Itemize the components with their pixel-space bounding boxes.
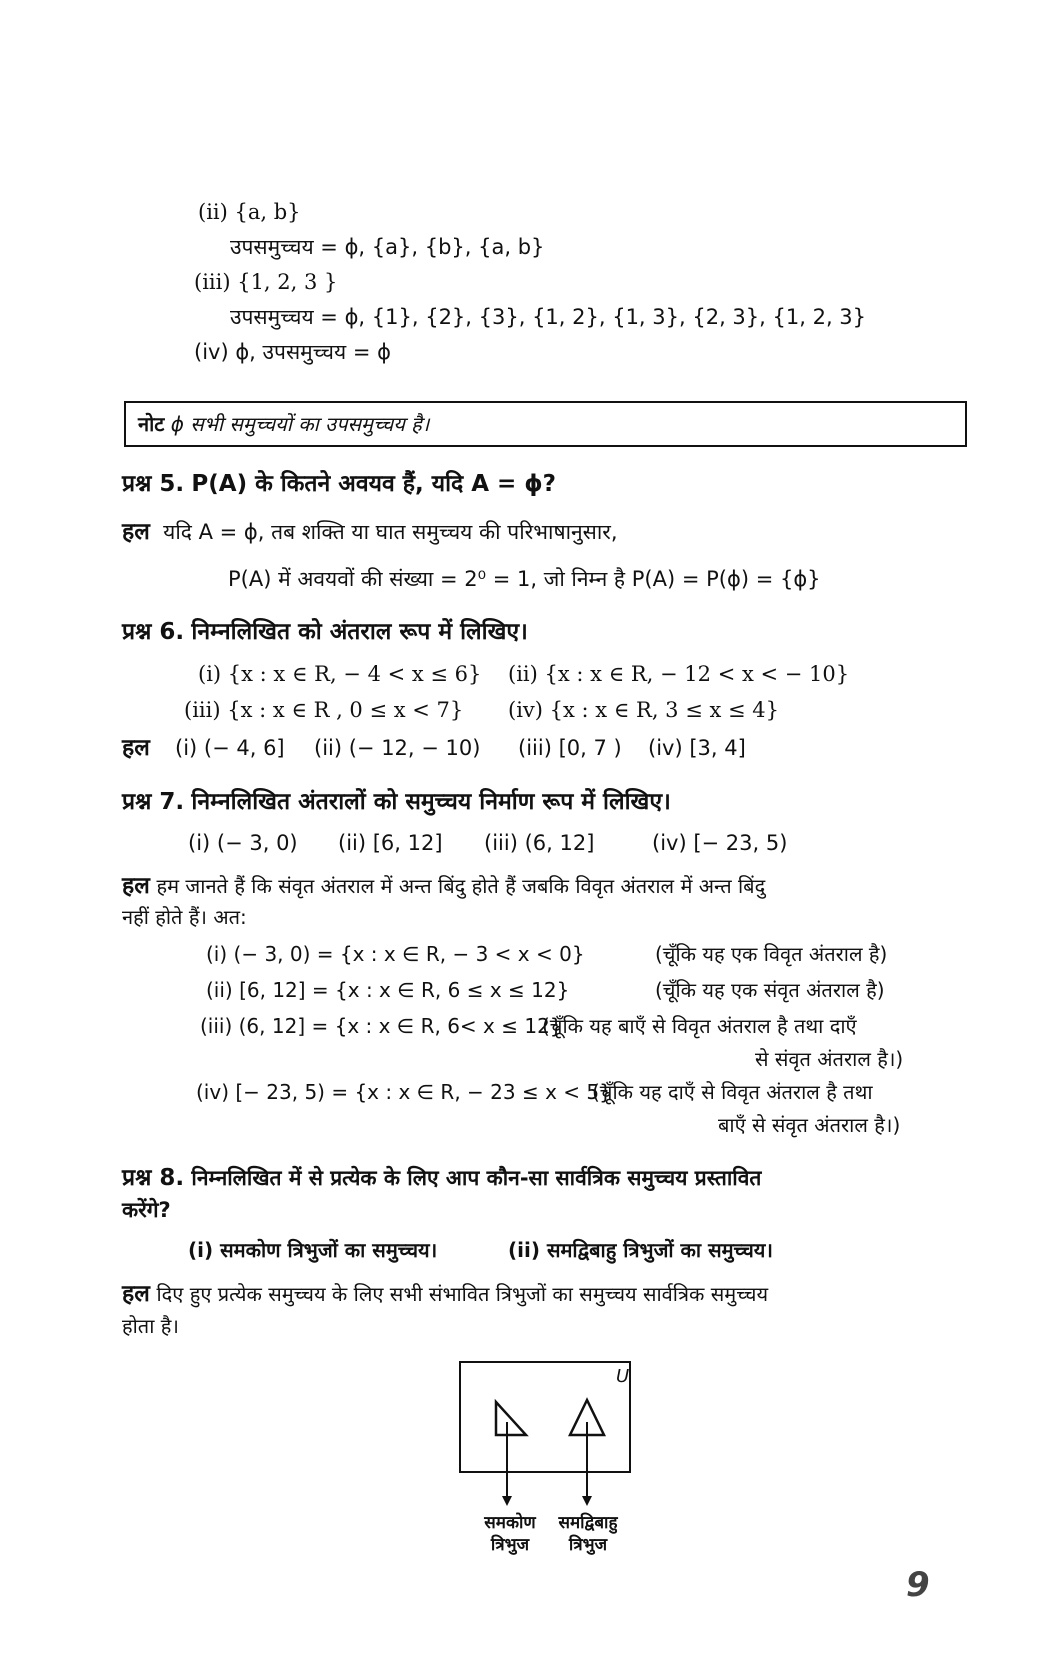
q7-solution-line1 [122, 872, 765, 900]
q6-answer-iii: (iii) [0, 7 ) [518, 736, 622, 760]
page-number: 9 [906, 1565, 930, 1605]
note-line [138, 410, 429, 438]
question-8 [122, 1164, 761, 1192]
universal-set-box [460, 1362, 630, 1472]
q7-note-iv: (चूँकि यह दाएँ से विवृत अंतराल है तथा [592, 1080, 873, 1104]
arrow-head-2 [582, 1496, 592, 1506]
q5-hal: हल [122, 519, 150, 545]
question-6-label: प्रश्न 6. [122, 619, 185, 645]
q7-result-i: (i) (− 3, 0) = {x : x ∈ R, − 3 < x < 0} [206, 942, 585, 966]
right-triangle-icon [496, 1402, 526, 1435]
note-label: नोट [138, 412, 165, 436]
isosceles-triangle-label-line2: त्रिभुज [568, 1535, 608, 1555]
q8-solution-line1 [122, 1280, 768, 1308]
q7-hal: हल [122, 873, 150, 899]
q8-solution-line2: होता है। [122, 1314, 179, 1338]
question-8-text: निम्नलिखित में से प्रत्येक के लिए आप कौन-सा सार्वत्रिक समुच्चय प्रस्तावित [191, 1166, 762, 1190]
subset-item-ii: (ii) {a, b} [198, 200, 301, 224]
subset-item-iii: (iii) {1, 2, 3 } [194, 270, 338, 294]
q6-part-iv: (iv) {x : x ∈ R, 3 ≤ x ≤ 4} [508, 698, 779, 722]
question-7-label: प्रश्न 7. [122, 789, 185, 815]
q7-solution-line2: नहीं होते हैं। अत: [122, 905, 247, 929]
question-8-text-cont: करेंगे? [122, 1198, 171, 1222]
q8-part-ii: (ii) समद्विबाहु त्रिभुजों का समुच्चय। [508, 1238, 773, 1262]
q7-note-i: (चूँकि यह एक विवृत अंतराल है) [655, 942, 888, 966]
q7-solution-text1: हम जानते हैं कि संवृत अंतराल में अन्त बिंदु होते हैं जबकि विवृत अंतराल में अन्त बिंदु [156, 874, 766, 898]
venn-diagram [440, 1360, 640, 1510]
question-5-text: P(A) के कितने अवयव हैं, यदि A = ϕ? [191, 471, 556, 497]
arrow-head-1 [502, 1496, 512, 1506]
q6-hal: हल [122, 735, 150, 761]
subset-result-ii: उपसमुच्चय = ϕ, {a}, {b}, {a, b} [230, 235, 545, 259]
q7-result-iv: (iv) [− 23, 5) = {x : x ∈ R, − 23 ≤ x < 5} [196, 1080, 612, 1104]
q5-solution-text1: यदि A = ϕ, तब शक्ति या घात समुच्चय की परिभाषानुसार, [163, 520, 618, 544]
q8-part-i: (i) समकोण त्रिभुजों का समुच्चय। [188, 1238, 438, 1262]
q7-part-i: (i) (− 3, 0) [188, 831, 298, 855]
q8-solution-text1: दिए हुए प्रत्येक समुच्चय के लिए सभी संभावित त्रिभुजों का समुच्चय सार्वत्रिक समुच्चय [156, 1282, 769, 1306]
universal-set-label: U [616, 1366, 630, 1387]
q7-note-iii-cont: से संवृत अंतराल है।) [755, 1047, 904, 1071]
q7-part-iv: (iv) [− 23, 5) [652, 831, 788, 855]
question-8-label: प्रश्न 8. [122, 1165, 185, 1191]
q8-hal: हल [122, 1281, 150, 1307]
q7-result-iii: (iii) (6, 12] = {x : x ∈ R, 6< x ≤ 12} [200, 1014, 563, 1038]
question-6-text: निम्नलिखित को अंतराल रूप में लिखिए। [191, 619, 528, 645]
q6-part-iii: (iii) {x : x ∈ R , 0 ≤ x < 7} [184, 698, 464, 722]
note-box [124, 401, 967, 447]
question-7-text: निम्नलिखित अंतरालों को समुच्चय निर्माण रूप में लिखिए। [191, 789, 671, 815]
q6-part-ii: (ii) {x : x ∈ R, − 12 < x < − 10} [508, 662, 850, 686]
right-triangle-label-line1: समकोण [484, 1513, 536, 1533]
q6-part-i: (i) {x : x ∈ R, − 4 < x ≤ 6} [198, 662, 482, 686]
q6-answer-ii: (ii) (− 12, − 10) [314, 736, 481, 760]
q5-solution-line2: P(A) में अवयवों की संख्या = 2⁰ = 1, जो निम्न है P(A) = P(ϕ) = {ϕ} [228, 567, 821, 591]
q7-note-iv-cont: बाएँ से संवृत अंतराल है।) [718, 1113, 901, 1137]
q6-solution [122, 734, 150, 762]
question-5 [122, 470, 556, 498]
q7-note-iii: (चूँकि यह बाएँ से विवृत अंतराल है तथा दाएँ [542, 1014, 857, 1038]
q6-answer-i: (i) (− 4, 6] [175, 736, 285, 760]
note-text: ϕ सभी समुच्चयों का उपसमुच्चय है। [170, 412, 430, 436]
right-triangle-label-line2: त्रिभुज [490, 1535, 530, 1555]
isosceles-triangle-label [538, 1512, 638, 1556]
q7-part-iii: (iii) (6, 12] [484, 831, 595, 855]
q6-answer-iv: (iv) [3, 4] [648, 736, 746, 760]
question-6 [122, 618, 528, 646]
q5-solution-line1 [122, 518, 618, 546]
question-5-label: प्रश्न 5. [122, 471, 185, 497]
q7-note-ii: (चूँकि यह एक संवृत अंतराल है) [655, 978, 885, 1002]
subset-result-iii: उपसमुच्चय = ϕ, {1}, {2}, {3}, {1, 2}, {1, 3}, {2, 3}, {1, 2, 3} [230, 305, 867, 329]
subset-item-iv: (iv) ϕ, उपसमुच्चय = ϕ [194, 340, 391, 364]
q7-part-ii: (ii) [6, 12] [338, 831, 443, 855]
question-7 [122, 788, 671, 816]
isosceles-triangle-label-line1: समद्विबाहु [558, 1513, 618, 1533]
q7-result-ii: (ii) [6, 12] = {x : x ∈ R, 6 ≤ x ≤ 12} [206, 978, 570, 1002]
